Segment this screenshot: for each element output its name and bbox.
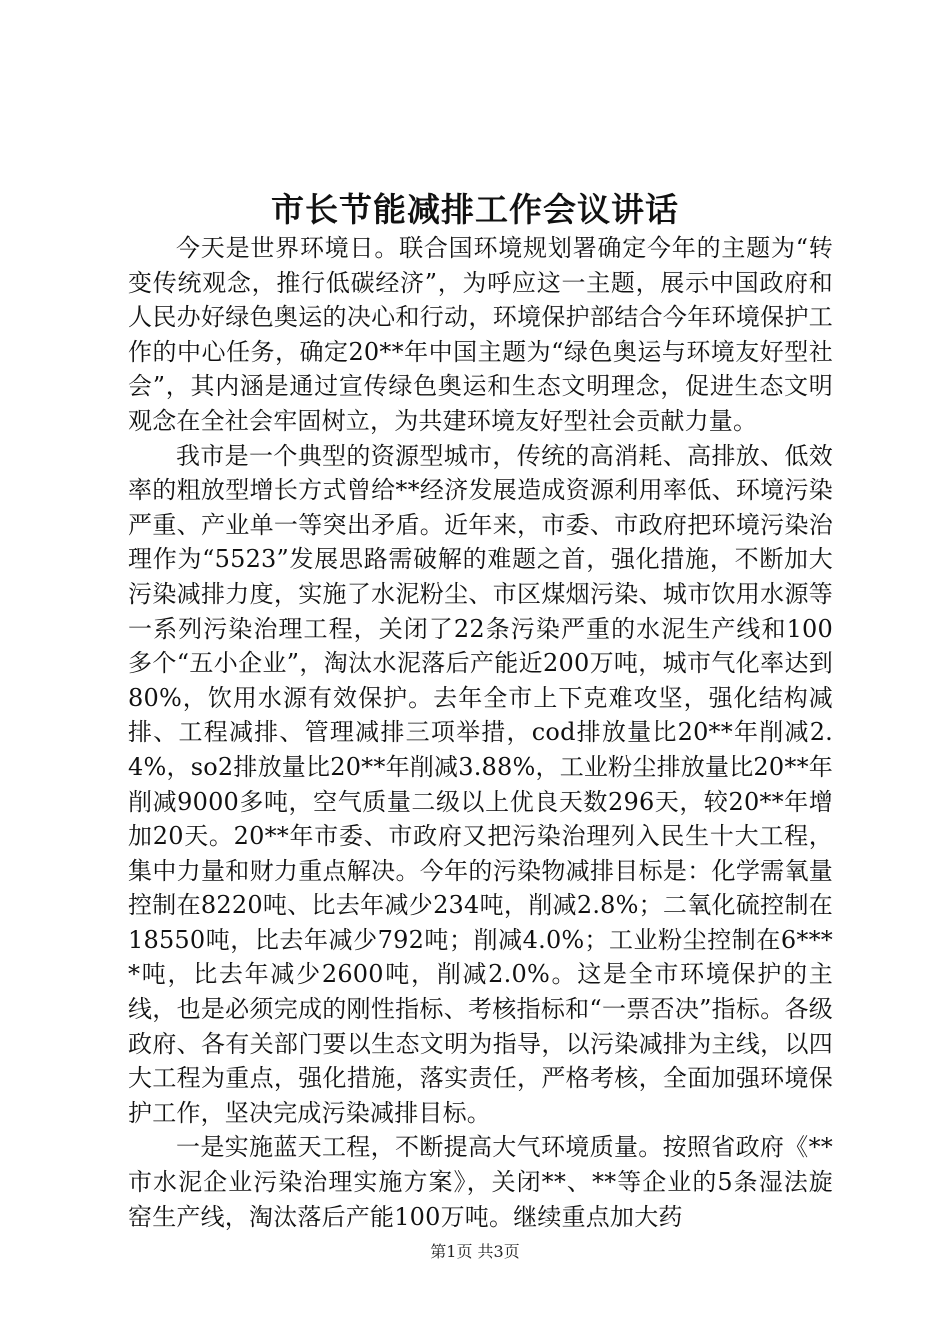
- page-number-footer: 第1页 共3页: [430, 1242, 520, 1261]
- document-title: 市长节能减排工作会议讲话: [271, 190, 679, 229]
- paragraph-city-situation: 我市是一个典型的资源型城市，传统的高消耗、高排放、低效率的粗放型增长方式曾给**经济发展造成资源利用率低、环境污染严重、产业单一等突出矛盾。近年来，市委、市政府把环境污染治理作为“5523”发展思路需破解的难题之首，强化措施，不断加大污染减排力度，实施了水泥粉尘、市区煤烟污染、城市饮用水源等一系列污染治理工程，关闭了22条污染严重的水泥生产线和100多个“五小企业”，淘汰水泥落后产能近200万吨，城市气化率达到80%，饮用水源有效保护。去年全市上下克难攻坚，强化结构减排、工程减排、管理减排三项举措，cod排放量比20**年削减2.4%，so2排放量比20**年削减3.88%，工业粉尘排放量比20**年削减9000多吨，空气质量二级以上优良天数296天，较20**年增加20天。20**年市委、市政府又把污染治理列入民生十大工程，集中力量和财力重点解决。今年的污染物减排目标是：化学需氧量控制在8220吨、比去年减少234吨，削减2.8%；二氧化硫控制在18550吨，比去年减少792吨；削减4.0%；工业粉尘控制在6****吨，比去年减少2600吨，削减2.0%。这是全市环境保护的主线，也是必须完成的刚性指标、考核指标和“一票否决”指标。各级政府、各有关部门要以生态文明为指导，以污染减排为主线，以四大工程为重点，强化措施，落实责任，严格考核，全面加强环境保护工作，坚决完成污染减排目标。: [128, 441, 833, 1127]
- paragraph-environment-day: 今天是世界环境日。联合国环境规划署确定今年的主题为“转变传统观念，推行低碳经济”，为呼应这一主题，展示中国政府和人民办好绿色奥运的决心和行动，环境保护部结合今年环境保护工作的中心任务，确定20**年中国主题为“绿色奥运与环境友好型社会”，其内涵是通过宣传绿色奥运和生态文明理念，促进生态文明观念在全社会牢固树立，为共建环境友好型社会贡献力量。: [128, 234, 833, 435]
- document-body: [128, 231, 833, 1234]
- paragraph-blue-sky-project: 一是实施蓝天工程，不断提高大气环境质量。按照省政府《**市水泥企业污染治理实施方案》，关闭**、**等企业的5条湿法旋窑生产线，淘汰落后产能100万吨。继续重点加大药: [128, 1133, 833, 1231]
